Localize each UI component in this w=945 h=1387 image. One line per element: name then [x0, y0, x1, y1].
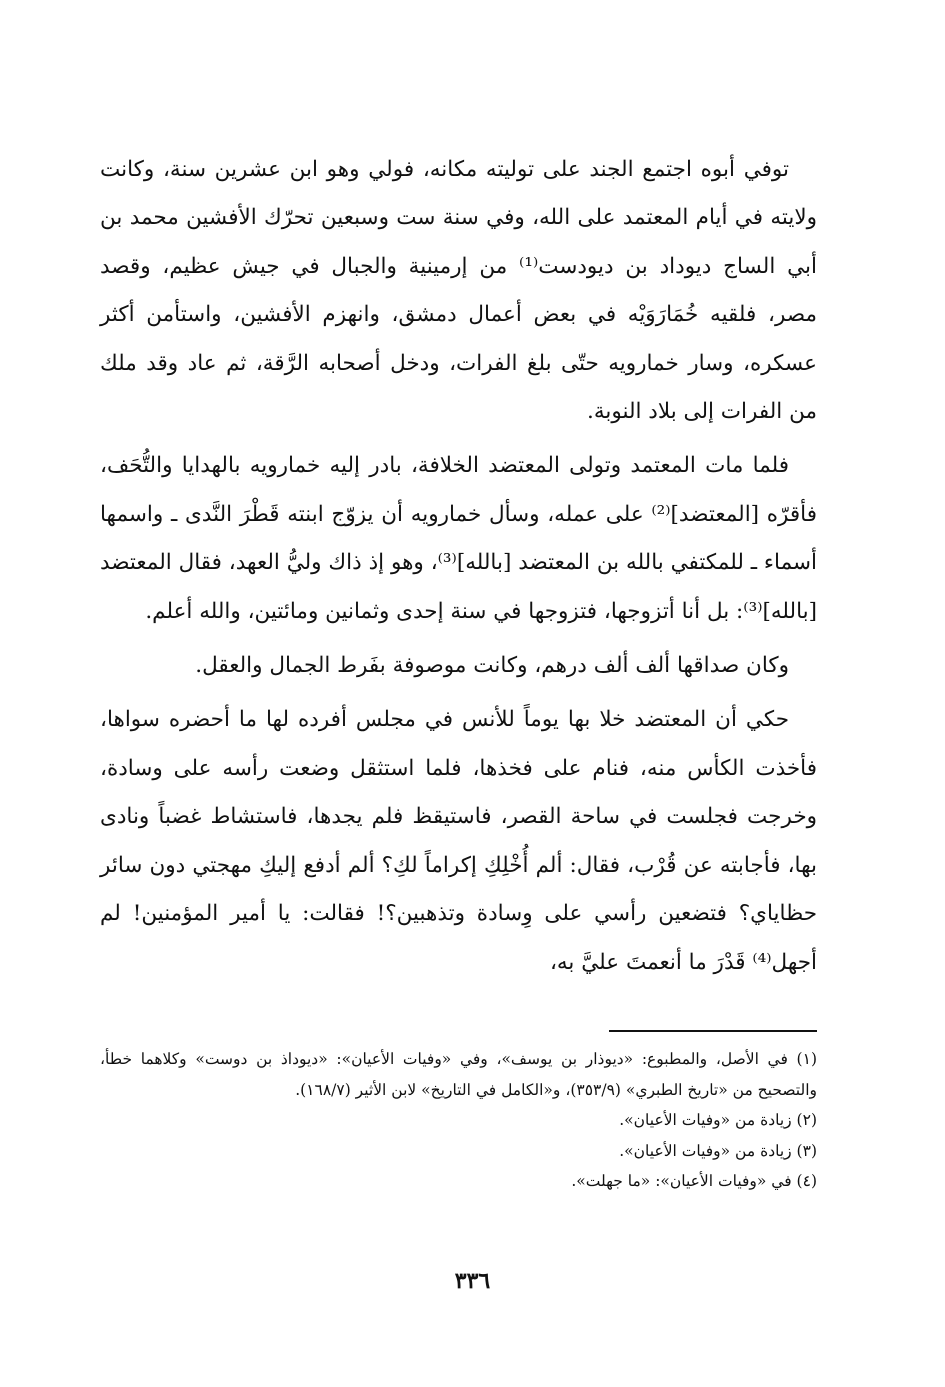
footnotes — [100, 1044, 817, 1197]
footnote-3: (٣) زيادة من «وفيات الأعيان». — [619, 1141, 817, 1160]
footnote-4: (٤) في «وفيات الأعيان»: «ما جهلت». — [571, 1172, 817, 1190]
paragraph-2: فلما مات المعتمد وتولى المعتضد الخلافة، بادر إليه خمارويه بالهدايا والتُّحَف، فأقرّه [المعتضد]⁽²⁾ على عمله، وسأل خمارويه أن يزوّج ابنته قَطْرَ النَّدى ـ واسمها أسماء ـ للمكتفي بالله بن المعتضد [بالله]⁽³⁾، وهو إذ ذاك وليُّ العهد، فقال المعتضد [بالله]⁽³⁾: بل أنا أتزوجها، فتزوجها في سنة إحدى وثمانين ومائتين، والله أعلم. — [100, 453, 818, 624]
footnote-1: (١) في الأصل، والمطبوع: «ديوذار بن يوسف»، وفي «وفيات الأعيان»: «ديوداذ بن دوست» وكلاهما خطأ، والتصحيح من «تاريخ الطبري» (٣٥٣/٩)، و«الكامل في التاريخ» لابن الأثير (١٦٨/٧). — [100, 1050, 817, 1099]
paragraph-3: وكان صداقها ألف ألف درهم، وكانت موصوفة بفَرط الجمال والعقل. — [195, 653, 789, 679]
footnote-separator — [609, 1030, 817, 1032]
main-text — [100, 146, 817, 987]
page-number: ٣٣٦ — [454, 1268, 491, 1294]
footnote-2: (٢) زيادة من «وفيات الأعيان». — [619, 1111, 817, 1129]
paragraph-4: حكي أن المعتضد خلا بها يوماً للأنس في مجلس أفرده لها ما أحضره سواها، فأخذت الكأس منه، فنام على فخذها، فلما استثقل وضعت رأسه على وسادة، وخرجت فجلست في ساحة القصر، فاستيقظ فلم يجدها، فاستشاط غضباً ونادى بها، فأجابته عن قُرْب، فقال: ألم أُخْلِكِ إكراماً لكِ؟ ألم أدفع إليكِ مهجتي دون سائر حظاياي؟ فتضعين رأسي على وِسادة وتذهبين؟! فقالت: يا أمير المؤمنين! لم أجهل⁽⁴⁾ قَدْرَ ما أنعمتَ عليَّ به، — [100, 707, 817, 975]
paragraph-1: توفي أبوه اجتمع الجند على توليته مكانه، فولي وهو ابن عشرين سنة، وكانت ولايته في أيام المعتمد على الله، وفي سنة ست وسبعين تحرّك الأفشين محمد بن أبي الساج ديوداد بن ديودست⁽¹⁾ من إرمينية والجبال في جيش عظيم، وقصد مصر، فلقيه خُمَارَوَيْه في بعض أعمال دمشق، وانهزم الأفشين، واستأمن أكثر عسكره، وسار خمارويه حتّى بلغ الفرات، ودخل أصحابه الرَّقة، ثم عاد وقد ملك من الفرات إلى بلاد النوبة. — [100, 157, 817, 425]
